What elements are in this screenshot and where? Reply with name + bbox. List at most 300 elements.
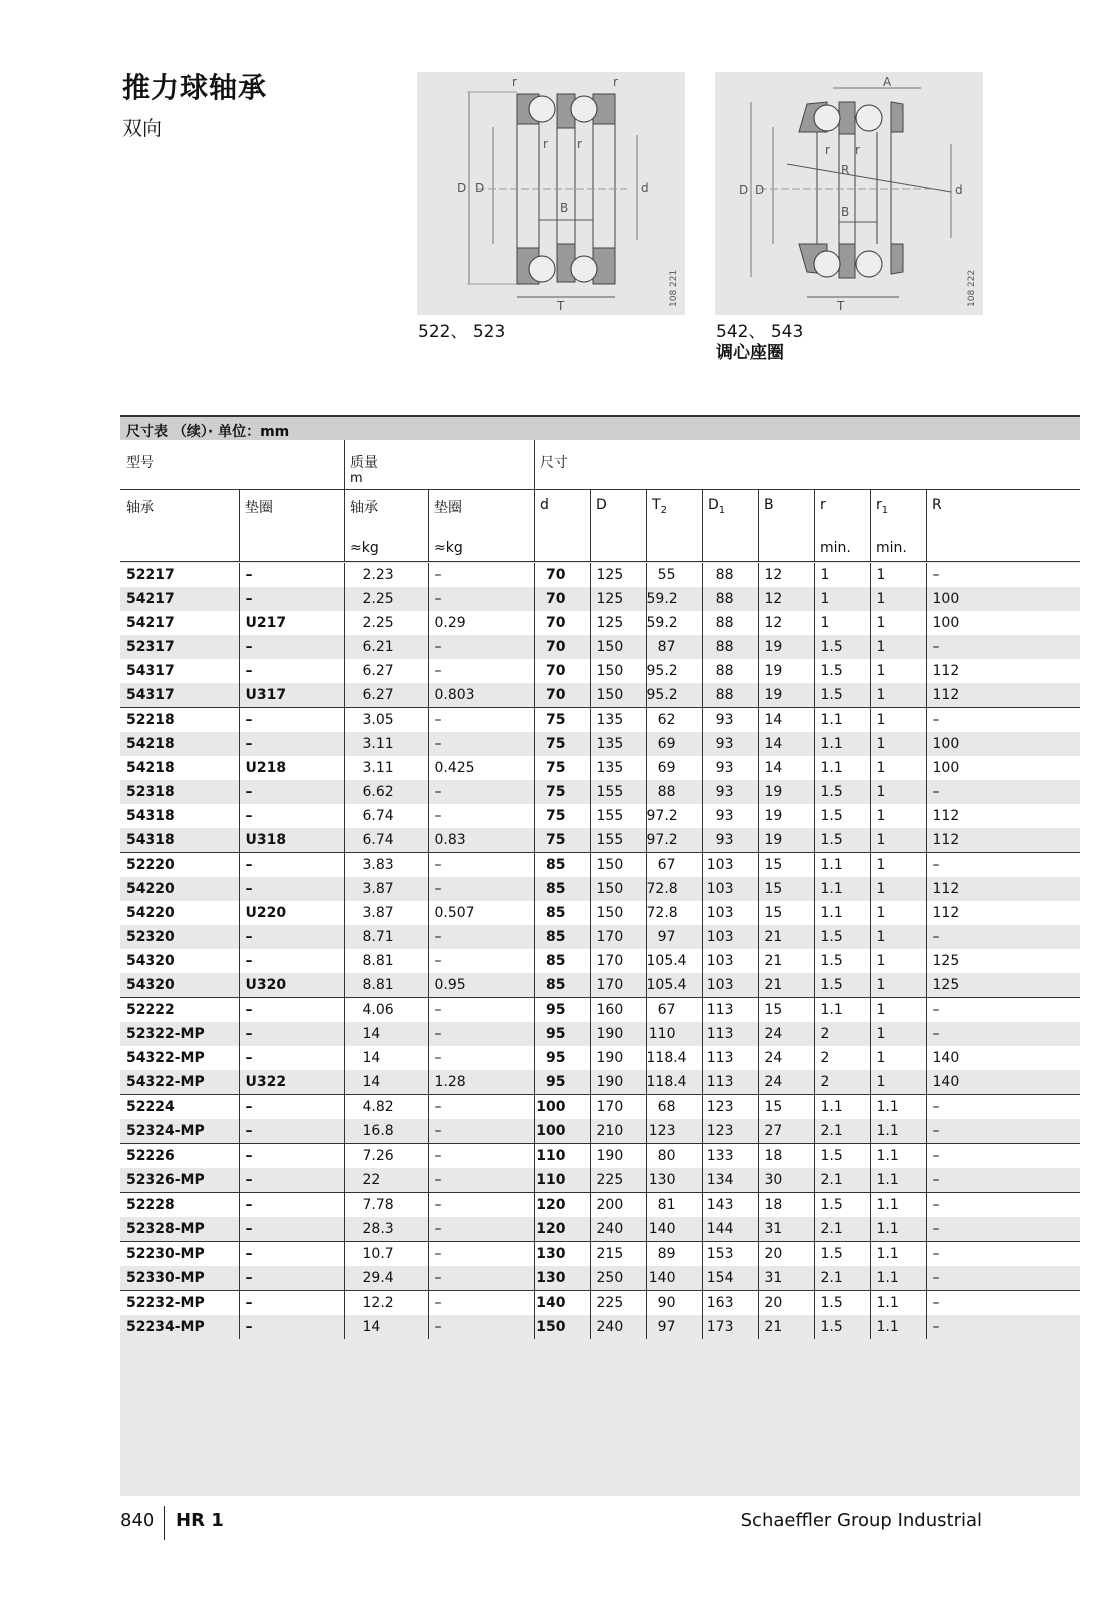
- table-cell: 1.5: [814, 1291, 870, 1316]
- table-cell: 100: [534, 1095, 590, 1120]
- table-cell: 0.803: [428, 683, 534, 708]
- table-cell: –: [926, 998, 1080, 1023]
- label-B: B: [841, 205, 850, 219]
- table-cell: 6.62: [344, 780, 428, 804]
- table-row: [120, 1022, 1080, 1046]
- table-cell: 113: [702, 1046, 758, 1070]
- figure-caption-2: [716, 322, 803, 364]
- table-cell: 59.2: [646, 587, 702, 611]
- table-cell: 81: [646, 1193, 702, 1218]
- table-cell: 110: [646, 1022, 702, 1046]
- table-cell: 103: [702, 877, 758, 901]
- table-cell: 15: [758, 1095, 814, 1120]
- table-cell: –: [239, 780, 344, 804]
- table-cell: 8.81: [344, 949, 428, 973]
- table-cell: 170: [590, 1095, 646, 1120]
- table-cell: 130: [534, 1266, 590, 1291]
- table-cell: 100: [534, 1119, 590, 1144]
- table-cell: –: [428, 998, 534, 1023]
- label-D: D: [739, 183, 749, 197]
- col-R: R: [932, 497, 942, 513]
- table-cell: 6.27: [344, 659, 428, 683]
- table-cell: 210: [590, 1119, 646, 1144]
- table-cell: –: [926, 563, 1080, 587]
- table-cell: 150: [590, 901, 646, 925]
- table-cell: 69: [646, 732, 702, 756]
- table-cell: 2: [814, 1046, 870, 1070]
- table-cell: –: [239, 1266, 344, 1291]
- label-r1: r: [825, 143, 830, 157]
- label-A: A: [883, 75, 892, 89]
- table-cell: –: [428, 1095, 534, 1120]
- table-cell: 55: [646, 563, 702, 587]
- table-cell: 130: [534, 1242, 590, 1267]
- table-cell: 150: [590, 683, 646, 708]
- table-cell: –: [428, 1119, 534, 1144]
- label-T2: T: [837, 299, 845, 313]
- table-cell: 100: [926, 611, 1080, 635]
- table-cell: 1: [814, 563, 870, 587]
- table-row: [120, 1315, 1080, 1339]
- table-cell: 2: [814, 1022, 870, 1046]
- table-row: [120, 1168, 1080, 1193]
- table-cell: –: [926, 853, 1080, 878]
- table-cell: –: [428, 1046, 534, 1070]
- table-cell: U218: [239, 756, 344, 780]
- caption-text: 522、 523: [418, 322, 506, 342]
- table-cell: 95: [534, 1070, 590, 1095]
- table-cell: 123: [702, 1095, 758, 1120]
- table-header: [120, 440, 1080, 562]
- table-cell: 21: [758, 925, 814, 949]
- table-cell: 28.3: [344, 1217, 428, 1242]
- page-subtitle: 双向: [122, 116, 162, 140]
- label-R: R: [841, 163, 850, 177]
- table-cell: 93: [702, 804, 758, 828]
- table-cell: 27: [758, 1119, 814, 1144]
- table-cell: 54217: [120, 611, 239, 635]
- table-title: 尺寸表 （续）· 单位：mm: [126, 424, 290, 440]
- table-row: [120, 683, 1080, 708]
- table-row: [120, 901, 1080, 925]
- table-cell: 6.74: [344, 804, 428, 828]
- table-cell: 93: [702, 828, 758, 853]
- table-cell: 52234-MP: [120, 1315, 239, 1339]
- table-cell: 12.2: [344, 1291, 428, 1316]
- table-cell: 112: [926, 804, 1080, 828]
- table-cell: 19: [758, 780, 814, 804]
- table-cell: 125: [926, 949, 1080, 973]
- table-cell: 1: [870, 901, 926, 925]
- table-cell: –: [239, 1022, 344, 1046]
- table-cell: 0.29: [428, 611, 534, 635]
- table-row: [120, 877, 1080, 901]
- table-cell: –: [239, 659, 344, 683]
- table-cell: 70: [534, 683, 590, 708]
- table-cell: –: [428, 1193, 534, 1218]
- table-cell: 110: [534, 1168, 590, 1193]
- table-cell: 88: [702, 587, 758, 611]
- table-cell: 1: [870, 635, 926, 659]
- table-cell: 1.28: [428, 1070, 534, 1095]
- table-cell: 123: [646, 1119, 702, 1144]
- table-cell: –: [239, 1315, 344, 1339]
- table-cell: –: [428, 853, 534, 878]
- table-cell: 93: [702, 708, 758, 733]
- table-cell: 14: [344, 1022, 428, 1046]
- table-cell: –: [428, 1315, 534, 1339]
- table-cell: –: [428, 1022, 534, 1046]
- table-cell: 1.1: [870, 1095, 926, 1120]
- table-cell: –: [239, 635, 344, 659]
- table-cell: –: [239, 1168, 344, 1193]
- table-cell: 190: [590, 1144, 646, 1169]
- label-r-right: r: [613, 75, 618, 89]
- section-label: HR 1: [176, 1510, 224, 1531]
- table-cell: –: [926, 925, 1080, 949]
- table-cell: 21: [758, 973, 814, 998]
- table-cell: 1.5: [814, 949, 870, 973]
- table-cell: 1.1: [870, 1217, 926, 1242]
- table-cell: 140: [534, 1291, 590, 1316]
- table-cell: 54320: [120, 949, 239, 973]
- label-D1: D: [755, 183, 765, 197]
- table-cell: 93: [702, 756, 758, 780]
- table-cell: 14: [758, 708, 814, 733]
- table-cell: –: [239, 925, 344, 949]
- table-cell: U217: [239, 611, 344, 635]
- table-cell: –: [428, 732, 534, 756]
- table-cell: 52330-MP: [120, 1266, 239, 1291]
- table-cell: 85: [534, 925, 590, 949]
- bearing-drawing-aligning: [715, 72, 983, 315]
- table-cell: 95: [534, 1022, 590, 1046]
- table-cell: –: [428, 804, 534, 828]
- table-cell: 112: [926, 828, 1080, 853]
- table-cell: –: [428, 949, 534, 973]
- table-cell: 1.5: [814, 635, 870, 659]
- table-cell: 21: [758, 949, 814, 973]
- table-cell: 113: [702, 1022, 758, 1046]
- table-cell: 3.11: [344, 756, 428, 780]
- table-cell: 103: [702, 925, 758, 949]
- table-cell: 3.05: [344, 708, 428, 733]
- table-cell: –: [428, 1242, 534, 1267]
- table-cell: 14: [758, 756, 814, 780]
- unit-r: min.: [820, 540, 851, 556]
- table-cell: 88: [702, 683, 758, 708]
- table-cell: 54220: [120, 877, 239, 901]
- table-cell: 1.5: [814, 925, 870, 949]
- table-cell: 1.1: [814, 998, 870, 1023]
- table-cell: 80: [646, 1144, 702, 1169]
- figure-caption-1: [418, 322, 505, 343]
- table-cell: 67: [646, 998, 702, 1023]
- table-cell: 70: [534, 563, 590, 587]
- table-cell: 140: [926, 1070, 1080, 1095]
- label-d: d: [955, 183, 963, 197]
- table-cell: 12: [758, 587, 814, 611]
- table-cell: –: [239, 877, 344, 901]
- table-cell: –: [239, 1193, 344, 1218]
- table-cell: 10.7: [344, 1242, 428, 1267]
- table-cell: 54218: [120, 732, 239, 756]
- table-cell: 52318: [120, 780, 239, 804]
- caption-text: 542、 543: [716, 322, 804, 342]
- table-cell: 125: [926, 973, 1080, 998]
- table-cell: –: [926, 1315, 1080, 1339]
- table-cell: 75: [534, 756, 590, 780]
- table-cell: 88: [702, 563, 758, 587]
- table-cell: –: [926, 780, 1080, 804]
- table-cell: 1: [870, 877, 926, 901]
- table-cell: U318: [239, 828, 344, 853]
- table-cell: –: [239, 1242, 344, 1267]
- table-cell: 85: [534, 949, 590, 973]
- table-cell: 90: [646, 1291, 702, 1316]
- company-name: Schaeffler Group Industrial: [740, 1510, 982, 1531]
- table-cell: 1.5: [814, 973, 870, 998]
- table-cell: 120: [534, 1217, 590, 1242]
- table-row: [120, 1095, 1080, 1120]
- table-cell: 15: [758, 901, 814, 925]
- table-cell: 154: [702, 1266, 758, 1291]
- table-cell: 3.11: [344, 732, 428, 756]
- table-cell: 190: [590, 1046, 646, 1070]
- table-row: [120, 659, 1080, 683]
- table-cell: 75: [534, 828, 590, 853]
- table-cell: 1.5: [814, 683, 870, 708]
- unit-mass-bearing: ≈kg: [350, 540, 379, 556]
- table-cell: 1.1: [814, 708, 870, 733]
- footer-divider: [164, 1506, 165, 1540]
- table-cell: 1.1: [814, 1095, 870, 1120]
- table-cell: –: [428, 587, 534, 611]
- table-cell: 1.1: [814, 732, 870, 756]
- table-cell: 6.74: [344, 828, 428, 853]
- table-cell: 54322-MP: [120, 1046, 239, 1070]
- table-cell: 1.5: [814, 1144, 870, 1169]
- table-cell: 1.5: [814, 1242, 870, 1267]
- table-row: [120, 1217, 1080, 1242]
- table-cell: 68: [646, 1095, 702, 1120]
- table-cell: 2.23: [344, 563, 428, 587]
- table-cell: 240: [590, 1315, 646, 1339]
- table-cell: 118.4: [646, 1070, 702, 1095]
- table-cell: 134: [702, 1168, 758, 1193]
- table-cell: 52230-MP: [120, 1242, 239, 1267]
- table-cell: 15: [758, 998, 814, 1023]
- header-mass-symbol: m: [350, 471, 363, 486]
- table-cell: 3.83: [344, 853, 428, 878]
- table-cell: 54218: [120, 756, 239, 780]
- table-cell: 163: [702, 1291, 758, 1316]
- label-T2: T: [557, 299, 565, 313]
- table-cell: 52217: [120, 563, 239, 587]
- table-cell: 52226: [120, 1144, 239, 1169]
- table-cell: 1.1: [814, 756, 870, 780]
- table-cell: 125: [590, 563, 646, 587]
- table-cell: 1.1: [870, 1144, 926, 1169]
- figure-542-543: [715, 72, 983, 315]
- table-cell: 59.2: [646, 611, 702, 635]
- table-cell: 87: [646, 635, 702, 659]
- table-cell: 190: [590, 1022, 646, 1046]
- table-cell: 95.2: [646, 659, 702, 683]
- table-cell: 6.21: [344, 635, 428, 659]
- col-d: d: [540, 497, 549, 513]
- table-row: [120, 563, 1080, 587]
- table-cell: 155: [590, 780, 646, 804]
- table-cell: 118.4: [646, 1046, 702, 1070]
- table-cell: 52222: [120, 998, 239, 1023]
- table-cell: 93: [702, 780, 758, 804]
- col-bearing: 轴承: [126, 500, 154, 516]
- table-cell: 1.1: [870, 1193, 926, 1218]
- table-title-bar: [120, 415, 1080, 440]
- table-cell: 140: [646, 1266, 702, 1291]
- table-cell: 18: [758, 1144, 814, 1169]
- table-cell: 7.26: [344, 1144, 428, 1169]
- table-cell: –: [428, 1217, 534, 1242]
- table-cell: –: [926, 1266, 1080, 1291]
- label-r1-right: r: [577, 137, 582, 151]
- table-cell: 52220: [120, 853, 239, 878]
- table-cell: 2.1: [814, 1217, 870, 1242]
- table-cell: 24: [758, 1070, 814, 1095]
- table-cell: 1: [870, 828, 926, 853]
- table-cell: 153: [702, 1242, 758, 1267]
- table-cell: 1.1: [814, 853, 870, 878]
- table-cell: 16.8: [344, 1119, 428, 1144]
- table-cell: 85: [534, 877, 590, 901]
- table-cell: 7.78: [344, 1193, 428, 1218]
- table-row: [120, 998, 1080, 1023]
- table-row: [120, 708, 1080, 733]
- col-D: D: [596, 497, 607, 513]
- table-cell: 20: [758, 1291, 814, 1316]
- table-cell: 225: [590, 1168, 646, 1193]
- table-cell: 75: [534, 708, 590, 733]
- table-cell: –: [428, 659, 534, 683]
- table-cell: 30: [758, 1168, 814, 1193]
- table-cell: 70: [534, 587, 590, 611]
- unit-r1: min.: [876, 540, 907, 556]
- table-cell: 85: [534, 973, 590, 998]
- table-cell: 85: [534, 853, 590, 878]
- table-cell: 1.1: [814, 901, 870, 925]
- table-cell: 24: [758, 1046, 814, 1070]
- table-cell: –: [239, 563, 344, 587]
- table-cell: 123: [702, 1119, 758, 1144]
- table-cell: 140: [926, 1046, 1080, 1070]
- table-cell: 2: [814, 1070, 870, 1095]
- col-mass-washer: 垫圈: [434, 500, 462, 516]
- table-cell: 190: [590, 1070, 646, 1095]
- table-cell: 1: [870, 683, 926, 708]
- table-cell: 112: [926, 901, 1080, 925]
- table-cell: –: [428, 1266, 534, 1291]
- table-cell: 15: [758, 877, 814, 901]
- table-cell: 1.5: [814, 780, 870, 804]
- table-cell: 89: [646, 1242, 702, 1267]
- table-cell: 62: [646, 708, 702, 733]
- table-cell: –: [239, 1119, 344, 1144]
- table-row: [120, 973, 1080, 998]
- table-cell: 135: [590, 756, 646, 780]
- table-cell: –: [428, 780, 534, 804]
- dimension-table: [120, 563, 1080, 1339]
- table-cell: 2.1: [814, 1168, 870, 1193]
- table-cell: 6.27: [344, 683, 428, 708]
- table-row: [120, 925, 1080, 949]
- table-cell: 173: [702, 1315, 758, 1339]
- table-cell: 85: [534, 901, 590, 925]
- table-cell: –: [926, 635, 1080, 659]
- table-cell: 1: [870, 1022, 926, 1046]
- table-cell: 0.507: [428, 901, 534, 925]
- table-cell: 105.4: [646, 949, 702, 973]
- table-cell: –: [926, 1217, 1080, 1242]
- table-cell: 170: [590, 973, 646, 998]
- table-cell: U220: [239, 901, 344, 925]
- header-dims: 尺寸: [540, 455, 568, 471]
- table-row: [120, 780, 1080, 804]
- table-cell: 15: [758, 853, 814, 878]
- table-cell: 95.2: [646, 683, 702, 708]
- table-cell: 1: [870, 780, 926, 804]
- table-cell: 1: [870, 949, 926, 973]
- table-cell: 72.8: [646, 901, 702, 925]
- table-cell: 215: [590, 1242, 646, 1267]
- table-cell: 97: [646, 1315, 702, 1339]
- table-row: [120, 1266, 1080, 1291]
- label-D: D: [457, 181, 467, 195]
- table-cell: 52224: [120, 1095, 239, 1120]
- table-cell: 18: [758, 1193, 814, 1218]
- table-cell: 1: [870, 587, 926, 611]
- table-cell: 1.5: [814, 659, 870, 683]
- label-B: B: [560, 201, 569, 215]
- table-cell: 120: [534, 1193, 590, 1218]
- table-cell: 69: [646, 756, 702, 780]
- table-row: [120, 853, 1080, 878]
- table-cell: 2.25: [344, 587, 428, 611]
- table-cell: 144: [702, 1217, 758, 1242]
- table-cell: 143: [702, 1193, 758, 1218]
- table-cell: 95: [534, 1046, 590, 1070]
- table-cell: 1: [814, 587, 870, 611]
- table-row: [120, 732, 1080, 756]
- table-cell: 1: [870, 973, 926, 998]
- table-cell: 2.1: [814, 1119, 870, 1144]
- table-cell: 1.5: [814, 828, 870, 853]
- table-cell: 88: [702, 635, 758, 659]
- figure-code: 108 221: [669, 269, 679, 307]
- table-cell: 12: [758, 563, 814, 587]
- col-r: r: [820, 497, 826, 513]
- table-cell: –: [428, 1144, 534, 1169]
- table-cell: 14: [758, 732, 814, 756]
- table-cell: 1: [870, 708, 926, 733]
- table-cell: –: [239, 998, 344, 1023]
- table-cell: –: [428, 877, 534, 901]
- table-cell: 1: [870, 1070, 926, 1095]
- table-cell: 21: [758, 1315, 814, 1339]
- col-D1: $D_1$: [708, 497, 726, 516]
- table-row: [120, 1119, 1080, 1144]
- table-cell: 22: [344, 1168, 428, 1193]
